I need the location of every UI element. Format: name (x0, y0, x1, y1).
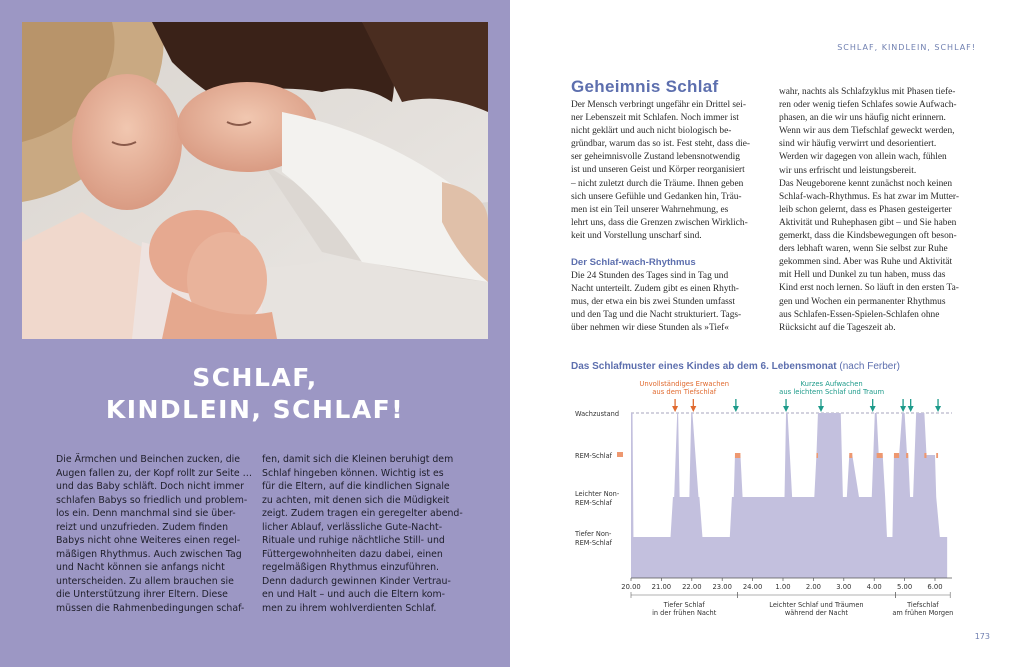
intro-text-line: fen, damit sich die Kleinen beruhigt dem (262, 454, 454, 465)
section-title: Geheimnis Schlaf (571, 77, 719, 96)
body-text-line: gründbar, warum das so ist. Fest steht, dass die- (571, 139, 751, 150)
wake-arrow-teal-head (935, 406, 941, 412)
intro-text-line: licher Ablauf, verlässliche Gute-Nacht- (262, 521, 443, 533)
body-text-line: Aktivität und Ruhephasen gibt – und Sie haben (779, 217, 957, 228)
body-text-line: ner Lebenszeit mit Schlafen. Noch immer ist (571, 113, 739, 124)
intro-text-line: Rituale und ruhige nächtliche Still- und (262, 535, 445, 546)
x-tick-label: 5.00 (897, 583, 913, 591)
y-axis-label: REM-Schlaf (575, 452, 612, 460)
page-number: 173 (974, 632, 990, 641)
y-axis-label: REM-Schlaf (575, 539, 612, 547)
y-axis-label: REM-Schlaf (575, 499, 612, 507)
body-text-line: Werden wir dagegen von allein wach, fühlen (779, 152, 947, 163)
body-text-line: wahr, nachts als Schlafzyklus mit Phasen tiefe- (779, 87, 956, 97)
body-text-line: gemerkt, dass die Kindsbewegungen oft beson- (779, 231, 957, 242)
rem-segment (849, 453, 852, 458)
x-tick-label: 6.00 (927, 583, 943, 591)
x-tick-label: 21.00 (651, 583, 672, 591)
body-text-line: phasen, an die wir uns häufig nicht erinnern. (779, 113, 946, 124)
intro-text-line: und das Baby schläft. Doch nicht immer (56, 481, 244, 492)
body-text-line: mus, der etwa ein bis zwei Stunden umfasst (571, 297, 736, 308)
body-text-line: Der Mensch verbringt ungefähr ein Drittel sei- (571, 100, 746, 110)
intro-text-line: Die Ärmchen und Beinchen zucken, die (56, 454, 241, 465)
body-text-line: Das Neugeborene kennt zunächst noch keinen (779, 178, 953, 189)
body-text-line: – nicht zuletzt durch die Träume. Ihnen geben (571, 178, 744, 189)
intro-text-line: en und Halt – und auch die Eltern kom- (262, 589, 446, 600)
rem-segment (906, 453, 908, 458)
wake-arrow-teal-head (733, 406, 739, 412)
intro-text-line: und Nacht können sie anfangs nicht (56, 562, 225, 573)
intro-text-line: men zu ihrem wohlverdienten Schlaf. (262, 602, 437, 614)
intro-text-line: Füttergewohnheiten dazu dabei, einen (262, 548, 443, 560)
intro-text-line: Schlaf hingeben können. Wichtig ist es (262, 467, 444, 479)
x-tick-label: 20.00 (621, 583, 641, 591)
wake-arrow-teal-head (908, 406, 914, 412)
intro-text-column-1 (56, 453, 253, 615)
body-text-line: mit Hell und Dunkel zu tun haben, muss das (779, 270, 946, 281)
intro-text-line: die Unterstützung ihrer Eltern. Diese (56, 589, 228, 600)
y-axis-label: Wachzustand (575, 410, 620, 418)
body-text-line: nicht geklärt und auch nicht biologisch be- (571, 126, 732, 137)
period-label: Leichter Schlaf und Träumen (769, 601, 864, 609)
y-axis-label: Leichter Non- (575, 490, 620, 498)
body-text-line: aus Schlafen-Essen-Spielen-Schlafen ohne (779, 309, 940, 320)
body-column-b (779, 86, 969, 335)
annotation-label: aus leichtem Schlaf und Traum (779, 388, 885, 396)
wake-arrow-orange-head (672, 406, 678, 412)
wake-arrow-teal-head (900, 406, 906, 412)
annotation-label: Unvollständiges Erwachen (639, 380, 730, 388)
period-label: am frühen Morgen (892, 609, 954, 617)
body-text-line: sind wir häufig verwirrt und desorientiert. (779, 139, 937, 150)
chart-title-main: Das Schlafmuster eines Kindes ab dem 6. Lebensmonat (571, 361, 837, 372)
body-text-line: Die 24 Stunden des Tages sind in Tag und (571, 271, 729, 281)
rem-segment (924, 453, 926, 458)
intro-text-line: Augen fallen zu, der Kopf rollt zur Seite … (56, 467, 253, 479)
x-tick-label: 1.00 (775, 583, 791, 591)
period-label: in der frühen Nacht (652, 609, 717, 617)
body-text-line: Wenn wir aus dem Tiefschlaf geweckt werden, (779, 126, 955, 137)
x-tick-label: 24.00 (742, 583, 763, 591)
intro-text-line: regelmäßigen Rhythmus einzuführen. (262, 562, 440, 573)
period-label: Tiefer Schlaf (663, 601, 705, 609)
wake-arrow-teal-head (783, 406, 789, 412)
intro-text-line: los ein. Denn manchmal sind sie über- (56, 508, 236, 519)
intro-text-line: schlafen Babys so friedlich und problem- (56, 494, 248, 506)
x-tick-label: 4.00 (866, 583, 882, 591)
rem-legend-swatch (617, 452, 623, 457)
sleep-pattern-chart (510, 372, 970, 627)
sleep-area (631, 413, 947, 578)
wake-arrow-teal-head (818, 406, 824, 412)
body-text-line: Kind erst noch lernen. So läuft in den ersten Ta- (779, 283, 959, 294)
intro-text-line: unterscheiden. Zu allem brauchen sie (56, 575, 234, 587)
body-text-line: gen und Wochen ein permanenter Rhythmus (779, 296, 946, 307)
body-text-line: ders lebhaft waren, wenn Sie selbst zur Ruhe (779, 244, 948, 255)
annotation-label: Kurzes Aufwachen (800, 380, 863, 388)
rem-segment (894, 453, 899, 458)
rem-segment (936, 453, 938, 458)
x-tick-label: 2.00 (805, 583, 821, 591)
body-text-line: ren oder wenig tiefen Schlafes sowie Aufwach- (779, 100, 957, 111)
intro-text-line: Denn dadurch gewinnen Kinder Vertrau- (262, 575, 451, 587)
rem-segment (816, 453, 818, 458)
x-tick-label: 22.00 (682, 583, 702, 591)
chapter-title-line: SCHLAF, (192, 363, 318, 392)
chapter-title-line: KINDLEIN, SCHLAF! (105, 395, 405, 424)
x-tick-label: 3.00 (836, 583, 852, 591)
body-text-line: Schlaf-wach-Rhythmus. Es hat zwar im Mutter- (779, 191, 959, 202)
body-text-line: ist und unseren Geist und Körper reorganisiert (571, 165, 745, 176)
chapter-title (90, 362, 420, 426)
body-text-line: keit und Vorstellung unscharf sind. (571, 230, 702, 241)
rem-segment (877, 453, 883, 458)
intro-text-column-2 (262, 453, 463, 615)
body-text-line: ser geheimnisvolle Zustand lebensnotwendig (571, 152, 740, 163)
intro-text-line: zeigt. Zudem tragen ein geregelter abend- (262, 508, 463, 519)
annotation-label: aus dem Tiefschlaf (652, 388, 717, 396)
x-tick-label: 23.00 (712, 583, 732, 591)
body-text-line: Nacht unterteilt. Zudem gibt es einen Rhyth- (571, 284, 739, 295)
intro-text-line: mäßigen Rhythmus. Auch zwischen Tag (56, 548, 242, 560)
y-axis-label: Tiefer Non- (575, 530, 612, 538)
chart-title-source: (nach Ferber) (836, 361, 900, 372)
body-column-a (571, 99, 759, 243)
mother-father-baby-photo (22, 22, 488, 339)
rem-segment (735, 453, 740, 458)
body-text-line: über nehmen wir diese Stunden als »Tief« (571, 323, 729, 334)
intro-text-line: reizt und unzufrieden. Zudem finden (56, 521, 229, 533)
body-text-line: Rücksicht auf die Tageszeit ab. (779, 322, 896, 333)
body-column-a-continued (571, 270, 759, 335)
intro-text-line: für die Eltern, auf die kindlichen Signale (262, 481, 450, 492)
period-label: während der Nacht (784, 609, 848, 617)
wake-arrow-teal-head (870, 406, 876, 412)
body-text-line: und den Tag und die Nacht strukturiert. Tags- (571, 310, 742, 321)
subheading: Der Schlaf-wach-Rhythmus (571, 257, 696, 268)
body-text-line: wir uns erfrischt und leistungsbereit. (779, 165, 917, 176)
period-label: Tiefschlaf (907, 601, 939, 609)
intro-text-line: müssen die Rahmenbedingungen schaf- (56, 602, 245, 614)
body-text-line: gekommen sind. Aber was Ruhe und Aktivität (779, 257, 953, 268)
wake-arrow-orange-head (690, 406, 696, 412)
body-text-line: sich unsere Gefühle und Gedanken hin, Träu- (571, 191, 742, 202)
body-text-line: men ist ein Teil unserer Wahrnehmung, es (571, 204, 729, 215)
chart-title (571, 361, 900, 372)
running-head: SCHLAF, KINDLEIN, SCHLAF! (837, 43, 976, 52)
body-text-line: lehrt uns, dass die Grenzen zwischen Wirklich- (571, 217, 748, 228)
intro-text-line: Babys nicht ohne Weiteres einen regel- (56, 535, 241, 546)
intro-text-line: zu achten, mit denen sich die Müdigkeit (262, 494, 450, 506)
body-text-line: leib schon gelernt, dass es Phasen gesteigerter (779, 204, 952, 215)
